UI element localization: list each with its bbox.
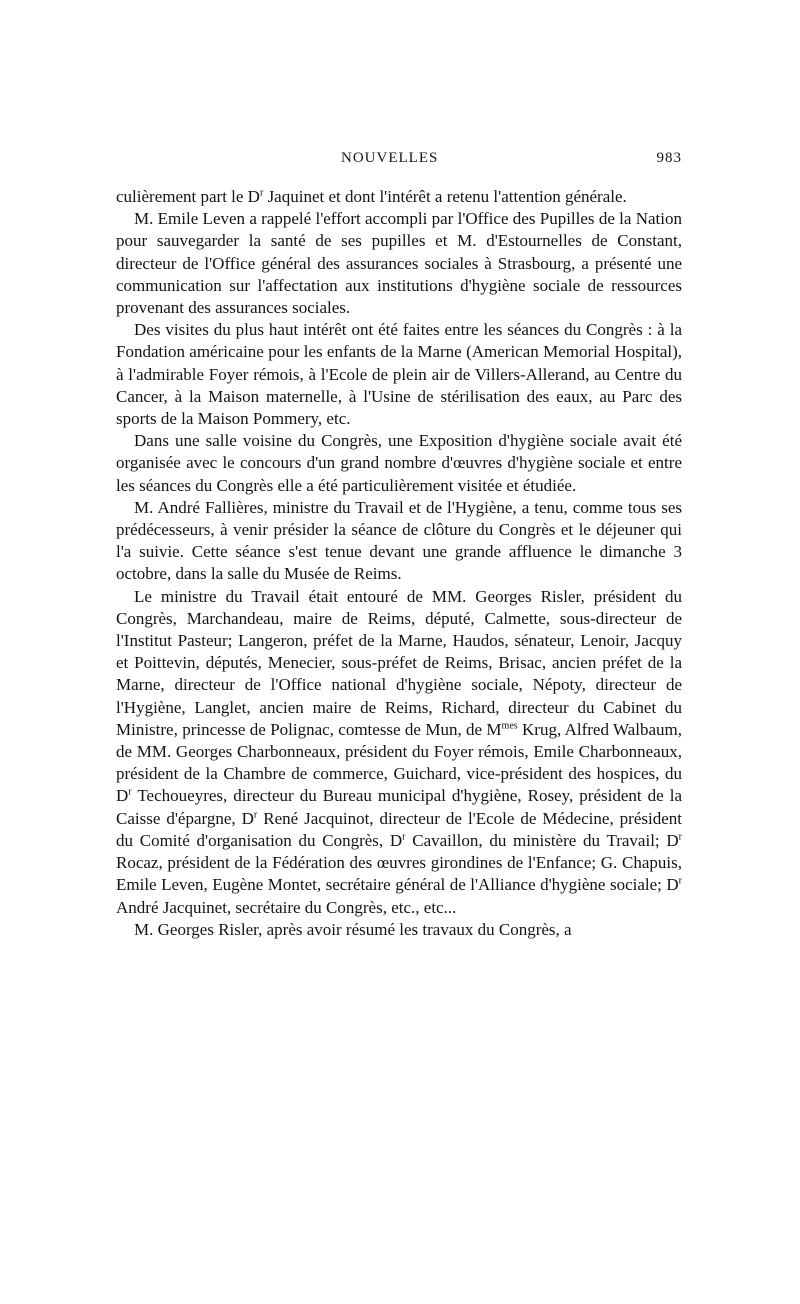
book-page [116,150,682,941]
paragraph-p6 [116,586,682,919]
paragraph-p5 [116,497,682,586]
text-segment: Dans une salle voisine du Congrès, une Exposition d'hygiène sociale avait été organisée avec le concours d'un grand nombre d'œuvres d'hygiène sociale et entre les séances du Congrès elle a été particulièrement visitée et étudiée. [116,431,682,495]
text-segment: Jaquinet et dont l'intérêt a retenu l'attention générale. [263,187,627,206]
running-title: NOUVELLES [341,150,439,166]
text-segment: Le ministre du Travail était entouré de MM. Georges Risler, président du Congrès, Marchandeau, maire de Reims, député, Calmette, sous-directeur de l'Institut Pasteur; Langeron, préfet de la Marne, Haudos, sénateur, Lenoir, Jacquy et Poittevin, députés, Menecier, sous-préfet de Reims, Brisac, ancien préfet de la Marne, directeur de l'Office national d'hygiène sociale, Népoty, directeur de l'Hygiène, Langlet, ancien maire de Reims, Richard, directeur du Cabinet du Ministre, princesse de Polignac, comtesse de Mun, de M [116,586,682,739]
text-segment: Des visites du plus haut intérêt ont été faites entre les séances du Congrès : à la Fondation américaine pour les enfants de la Marne (American Memorial Hospital), à l'admirable Foyer rémois, à l'Ecole de plein air de Villers-Allerand, au Centre du Cancer, à la Maison maternelle, à l'Usine de stérilisation des eaux, au Parc des sports de la Maison Pommery, etc. [116,320,682,429]
text-segment: Rocaz, président de la Fédération des œuvres girondines de l'Enfance; G. Chapuis, Emile Leven, Eugène Montet, secrétaire général de l'Alliance d'hygiène sociale; D [116,853,682,895]
paragraph-p7 [116,919,682,941]
superscript: r [678,875,682,887]
superscript: mes [501,720,518,732]
text-segment: Cavaillon, du ministère du Travail; D [405,830,679,850]
superscript: r [402,831,406,843]
paragraph-p3 [116,319,682,430]
text-segment: M. Emile Leven a rappelé l'effort accompli par l'Office des Pupilles de la Nation pour sauvegarder la santé de ses pupilles et M. d'Estournelles de Constant, directeur de l'Office général des assurances sociales à Strasbourg, a présenté une communication sur l'affectation aux institutions d'hygiène sociale de ressources provenant des assurances sociales. [116,209,682,318]
superscript: r [253,809,258,821]
text-segment: M. André Fallières, ministre du Travail et de l'Hygiène, a tenu, comme tous ses prédécesseurs, à venir présider la séance de clôture du Congrès et le déjeuner qui l'a suivie. Cette séance s'est tenue devant une grande affluence le dimanche 3 octobre, dans la salle du Musée de Reims. [116,497,682,584]
text-segment: Krug, Alfred Walbaum, de MM. Georges Charbonneaux, président du Foyer rémois, Emile Charbonneaux, président de la Chambre de commerce, Guichard, vice-président des hospices, du D [116,719,682,806]
superscript: r [128,786,132,798]
superscript: r [259,187,264,199]
text-segment: René Jacquinot, directeur de l'Ecole de Médecine, président du Comité d'organisation du Congrès, D [116,808,682,850]
paragraph-p2 [116,208,682,319]
paragraph-p1 [116,186,682,208]
superscript: r [678,831,682,843]
paragraph-p4 [116,430,682,497]
text-segment: M. Georges Risler, après avoir résumé les travaux du Congrès, a [134,919,572,939]
running-header [116,150,682,178]
page-number: 983 [656,150,682,166]
text-segment: Techoueyres, directeur du Bureau municipal d'hygiène, Rosey, président de la Caisse d'épargne, D [116,786,682,828]
text-segment: culièrement part le D [116,187,260,206]
text-segment: André Jacquinet, secrétaire du Congrès, etc., etc... [116,897,457,917]
text-body [116,186,682,941]
